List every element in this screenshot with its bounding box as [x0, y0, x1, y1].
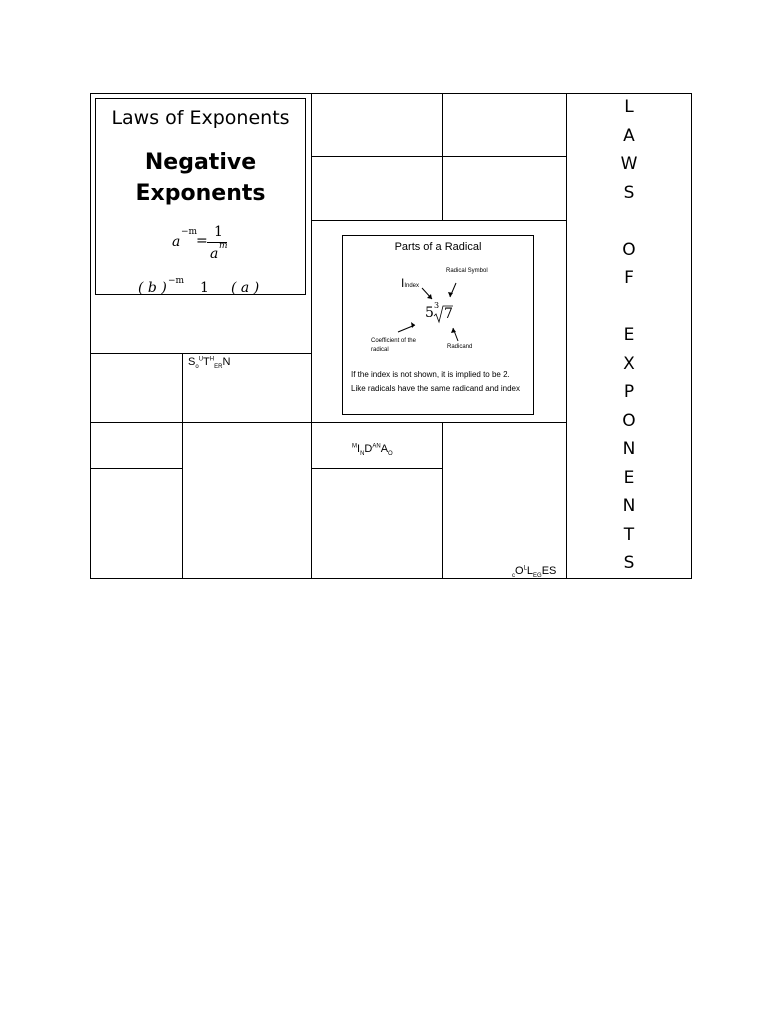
scrambled-word-southern: $S_o^UT^H_{ER}N$: [188, 356, 231, 371]
vertical-letter: O: [622, 411, 636, 431]
formula2-left: ( b ): [138, 280, 167, 295]
negative-exponents-title: [96, 147, 305, 209]
coefficient-label-2: radical: [371, 347, 389, 353]
vertical-letter: O: [622, 240, 636, 260]
vertical-letter: N: [622, 496, 636, 516]
radical-note-1: If the index is not shown, it is implied to be 2.: [351, 370, 510, 379]
vertical-letter: S: [623, 553, 635, 573]
index-label: IIndex: [401, 276, 420, 290]
vertical-letter: L: [624, 97, 634, 117]
laws-heading: Laws of Exponents: [111, 107, 290, 129]
vertical-letter: X: [623, 354, 635, 374]
formula-numerator: 1: [214, 224, 223, 240]
title-line-2: Exponents: [135, 181, 266, 206]
vertical-letter: N: [622, 439, 636, 459]
radical-coefficient: 5: [425, 305, 434, 321]
coefficient-label-1: Coefficient of the: [371, 338, 416, 344]
grid-line: [90, 353, 311, 354]
scrambled-word-colleges: $_cO^LL_{EG}ES$: [512, 565, 557, 580]
vertical-letter: W: [620, 154, 638, 174]
grid-line: [311, 468, 442, 469]
grid-line: [311, 156, 566, 157]
formula2-mid: 1: [200, 280, 209, 295]
title-line-1: Negative: [144, 150, 257, 175]
grid-line: [442, 422, 443, 579]
radical-radicand: 7: [444, 306, 453, 322]
formula-equals: =: [196, 233, 208, 249]
vertical-letter: T: [623, 525, 635, 545]
radical-title: Parts of a Radical: [394, 241, 482, 253]
vertical-letter: P: [623, 382, 635, 402]
vertical-letter: A: [623, 126, 635, 146]
scrambled-word-indiana: $^MI_ND^{AN}A_O$: [352, 443, 393, 458]
formula2-right: ( a ): [231, 280, 260, 295]
vertical-letter: F: [624, 268, 634, 288]
grid-line: [311, 220, 566, 221]
formula-denominator: a: [210, 246, 219, 262]
grid-line: [311, 93, 312, 579]
radical-note-2: Like radicals have the same radicand and index: [351, 384, 520, 393]
radicand-label: Radicand: [447, 344, 473, 350]
vertical-letter: E: [623, 325, 635, 345]
parts-of-radical-card: [342, 235, 534, 415]
grid-line: [90, 422, 566, 423]
grid-line: [182, 353, 183, 579]
vertical-letter: S: [623, 183, 635, 203]
formula-base: a: [172, 234, 181, 250]
formula-exponent: −m: [181, 227, 198, 237]
vertical-letter: E: [623, 468, 635, 488]
formula-denominator-exponent: m: [219, 241, 228, 251]
radical-index: 3: [434, 301, 440, 310]
grid-line: [90, 468, 182, 469]
radical-symbol-label: Radical Symbol: [446, 268, 488, 274]
negative-exponents-card: [95, 98, 306, 295]
formula2-exponent: −m: [168, 276, 185, 286]
